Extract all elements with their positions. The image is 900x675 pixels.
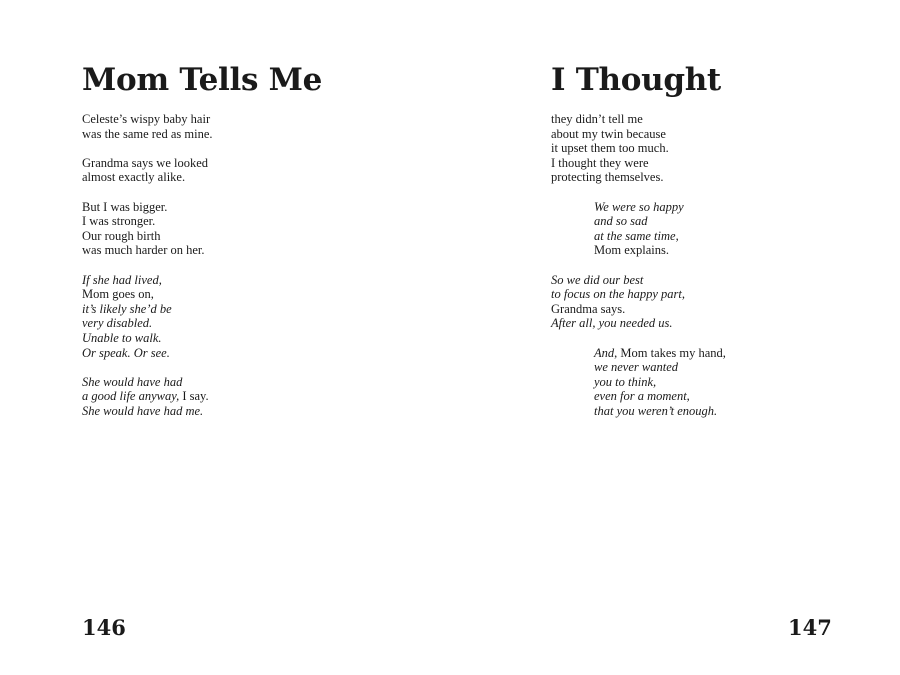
- line-text: Mom explains.: [594, 243, 669, 258]
- stanza: [82, 200, 412, 258]
- poem-line: [594, 389, 881, 404]
- poem-line: [82, 389, 412, 404]
- line-text: a good life anyway,: [82, 389, 180, 404]
- poem-line: [82, 156, 412, 171]
- line-text: But I was bigger.: [82, 199, 168, 214]
- poem-line: [82, 170, 412, 185]
- line-text: I say.: [179, 389, 209, 404]
- line-text: very disabled.: [82, 316, 153, 331]
- line-text: at the same time,: [594, 228, 679, 243]
- line-text: that you weren’t enough.: [594, 403, 718, 418]
- poem-line: [82, 404, 412, 419]
- page-number: 147: [788, 615, 832, 640]
- line-text: Unable to walk.: [82, 330, 162, 345]
- line-text: almost exactly alike.: [82, 170, 186, 185]
- poem-line: [594, 229, 881, 244]
- line-text: was the same red as mine.: [82, 126, 213, 141]
- poem-line: [594, 404, 881, 419]
- line-text: She would have had: [82, 374, 183, 389]
- poem-line: [551, 127, 881, 142]
- poem-line: [594, 214, 881, 229]
- stanza: [82, 156, 412, 185]
- poem-line: [82, 229, 412, 244]
- line-text: So we did our best: [551, 272, 644, 287]
- line-text: Grandma says we looked: [82, 155, 209, 170]
- line-text: Mom goes on,: [82, 287, 154, 302]
- line-text: it upset them too much.: [551, 141, 669, 156]
- line-text: protecting themselves.: [551, 170, 664, 185]
- line-text: I was stronger.: [82, 214, 156, 229]
- poem-line: [594, 200, 881, 215]
- page-number: 146: [82, 615, 126, 640]
- line-text: to focus on the happy part,: [551, 287, 686, 302]
- stanza: [551, 112, 881, 185]
- line-text: Our rough birth: [82, 228, 161, 243]
- stanza: [551, 346, 881, 419]
- poem-line: [551, 112, 881, 127]
- poem-line: [551, 316, 881, 331]
- line-text: even for a moment,: [594, 389, 690, 404]
- stanza: [551, 273, 881, 331]
- page-title: Mom Tells Me: [82, 62, 323, 98]
- poem-line: [82, 112, 412, 127]
- line-text: we never wanted: [594, 360, 679, 375]
- line-text: it’s likely she’d be: [82, 301, 172, 316]
- poem-line: [594, 360, 881, 375]
- poem-line: [594, 243, 881, 258]
- poem-line: [551, 273, 881, 288]
- line-text: and so sad: [594, 214, 648, 229]
- stanza: [82, 375, 412, 419]
- line-text: She would have had me.: [82, 403, 204, 418]
- poem-line: [82, 316, 412, 331]
- line-text: After all, you needed us.: [551, 316, 673, 331]
- stanza: [82, 112, 412, 141]
- line-text: , Mom takes my hand,: [614, 345, 726, 360]
- poem-body: [551, 112, 881, 433]
- line-text: And: [594, 345, 615, 360]
- poem-line: [82, 243, 412, 258]
- line-text: about my twin because: [551, 126, 666, 141]
- stanza: [551, 200, 881, 258]
- line-text: I thought they were: [551, 155, 649, 170]
- line-text: Or speak. Or see.: [82, 345, 170, 360]
- line-text: was much harder on her.: [82, 243, 205, 258]
- poem-line: [551, 302, 881, 317]
- poem-line: [82, 331, 412, 346]
- line-text: you to think,: [594, 374, 657, 389]
- poem-line: [551, 287, 881, 302]
- poem-line: [551, 141, 881, 156]
- poem-line: [82, 127, 412, 142]
- poem-line: [594, 346, 881, 361]
- line-text: We were so happy: [594, 199, 684, 214]
- poem-body: [82, 112, 412, 433]
- line-text: If she had lived,: [82, 272, 162, 287]
- poem-line: [594, 375, 881, 390]
- left-page: [82, 0, 422, 675]
- line-text: they didn’t tell me: [551, 112, 643, 126]
- line-text: Grandma says.: [551, 301, 626, 316]
- page-title: I Thought: [551, 62, 721, 98]
- line-text: Celeste’s wispy baby hair: [82, 112, 211, 126]
- poem-line: [551, 156, 881, 171]
- poem-line: [82, 302, 412, 317]
- right-page: [551, 0, 881, 675]
- poem-line: [82, 273, 412, 288]
- poem-line: [82, 200, 412, 215]
- poem-line: [82, 214, 412, 229]
- poem-line: [551, 170, 881, 185]
- poem-line: [82, 287, 412, 302]
- stanza: [82, 273, 412, 361]
- poem-line: [82, 375, 412, 390]
- poem-line: [82, 346, 412, 361]
